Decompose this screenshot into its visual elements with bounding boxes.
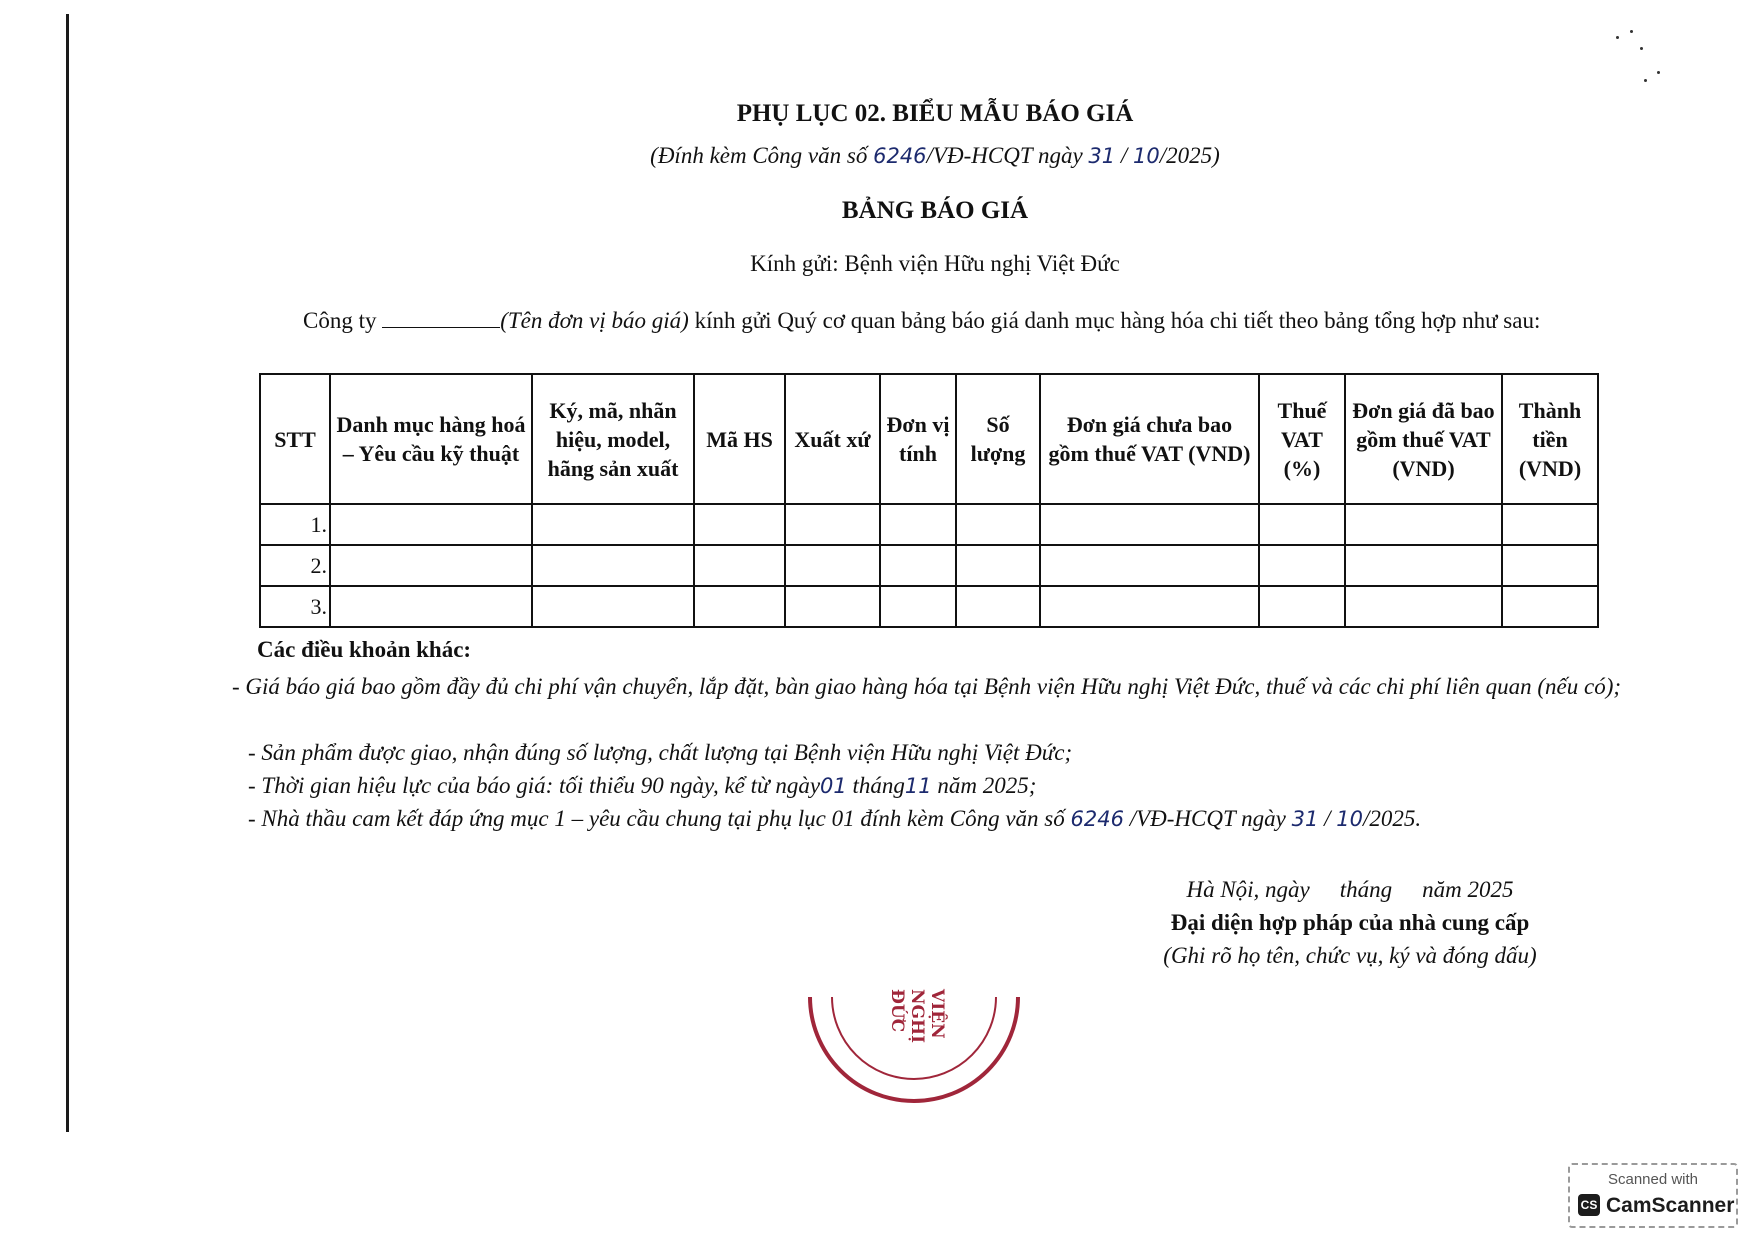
term-item: - Sản phẩm được giao, nhận đúng số lượng, chất lượng tại Bệnh viện Hữu nghị Việt Đức; bbox=[248, 740, 1073, 765]
scan-speck bbox=[1644, 79, 1647, 82]
column-header: Đơn giá chưa bao gồm thuế VAT (VND) bbox=[1040, 374, 1259, 504]
handwritten-day: 01 bbox=[820, 774, 847, 798]
recipient-line: Kính gửi: Bệnh viện Hữu nghị Việt Đức bbox=[750, 251, 1120, 276]
quote-heading: BẢNG BÁO GIÁ bbox=[841, 197, 1029, 224]
row-number: 3. bbox=[260, 586, 330, 627]
camscanner-logo-icon: CS bbox=[1578, 1194, 1600, 1216]
terms-heading: Các điều khoản khác: bbox=[257, 637, 472, 662]
column-header: Đơn vị tính bbox=[880, 374, 956, 504]
handwritten-day: 31 bbox=[1088, 144, 1116, 168]
stamp-text: NGHỊ bbox=[907, 989, 927, 1044]
column-header: Danh mục hàng hoá – Yêu cầu kỹ thuật bbox=[330, 374, 532, 504]
column-header: Thuế VAT (%) bbox=[1259, 374, 1345, 504]
table-row bbox=[260, 504, 1598, 545]
scan-speck bbox=[1657, 71, 1660, 74]
stamp-text: ĐỨC bbox=[887, 989, 907, 1033]
scan-speck bbox=[1640, 47, 1643, 50]
signatory-role: Đại diện hợp pháp của nhà cung cấp bbox=[1170, 910, 1530, 935]
handwritten-doc-number: 6246 bbox=[1070, 807, 1124, 831]
row-number: 1. bbox=[260, 504, 330, 545]
hospital-stamp bbox=[802, 985, 1027, 1125]
company-placeholder: (Tên đơn vị báo giá) bbox=[500, 308, 689, 333]
scanned-with-label: Scanned with bbox=[1607, 1171, 1699, 1188]
handwritten-month: 10 bbox=[1336, 807, 1363, 831]
place-date: Hà Nội, ngày tháng năm 2025 bbox=[1186, 877, 1514, 902]
handwritten-day: 31 bbox=[1291, 807, 1319, 831]
signature-block bbox=[1100, 873, 1600, 972]
column-header: Thành tiền (VND) bbox=[1502, 374, 1598, 504]
scan-speck bbox=[1630, 30, 1633, 33]
handwritten-month: 11 bbox=[904, 774, 932, 798]
signature-note: (Ghi rõ họ tên, chức vụ, ký và đóng dấu) bbox=[1163, 943, 1537, 968]
camscanner-badge bbox=[1568, 1163, 1738, 1228]
column-header: STT bbox=[260, 374, 330, 504]
column-header: Ký, mã, nhãn hiệu, model, hãng sản xuất bbox=[532, 374, 694, 504]
camscanner-name: CamScanner bbox=[1606, 1194, 1735, 1217]
scan-speck bbox=[1616, 36, 1619, 39]
attachment-reference: (Đính kèm Công văn số 6246/VĐ-HCQT ngày 31 / 10/2025) bbox=[650, 143, 1220, 168]
handwritten-doc-number: 6246 bbox=[873, 144, 927, 168]
scan-left-edge-line bbox=[66, 14, 69, 1132]
company-name-blank bbox=[382, 309, 500, 328]
column-header: Xuất xứ bbox=[785, 374, 880, 504]
column-header: Số lượng bbox=[956, 374, 1040, 504]
column-header: Mã HS bbox=[694, 374, 785, 504]
appendix-title: PHỤ LỤC 02. BIỂU MẪU BÁO GIÁ bbox=[736, 100, 1134, 127]
table-row bbox=[260, 586, 1598, 627]
quote-table bbox=[259, 373, 1599, 628]
intro-paragraph: Công ty (Tên đơn vị báo giá) kính gửi Quý cơ quan bảng báo giá danh mục hàng hóa chi tiết theo bảng tổng hợp như sau: bbox=[303, 308, 1541, 333]
handwritten-month: 10 bbox=[1133, 144, 1160, 168]
table-header-row bbox=[260, 374, 1598, 504]
column-header: Đơn giá đã bao gồm thuế VAT (VND) bbox=[1345, 374, 1502, 504]
term-item: - Thời gian hiệu lực của báo giá: tối thiểu 90 ngày, kể từ ngày01 tháng11 năm 2025; bbox=[248, 773, 1037, 798]
stamp-text: VIỆN bbox=[927, 989, 947, 1039]
term-item: - Giá báo giá bao gồm đầy đủ chi phí vận chuyển, lắp đặt, bàn giao hàng hóa tại Bệnh viện Hữu nghị Việt Đức, thuế và các chi phí liên quan (nếu có); bbox=[232, 674, 1622, 699]
row-number: 2. bbox=[260, 545, 330, 586]
table-row bbox=[260, 545, 1598, 586]
term-item: - Nhà thầu cam kết đáp ứng mục 1 – yêu cầu chung tại phụ lục 01 đính kèm Công văn số 6246 /VĐ-HCQT ngày 31 / 10/2025. bbox=[248, 806, 1422, 831]
